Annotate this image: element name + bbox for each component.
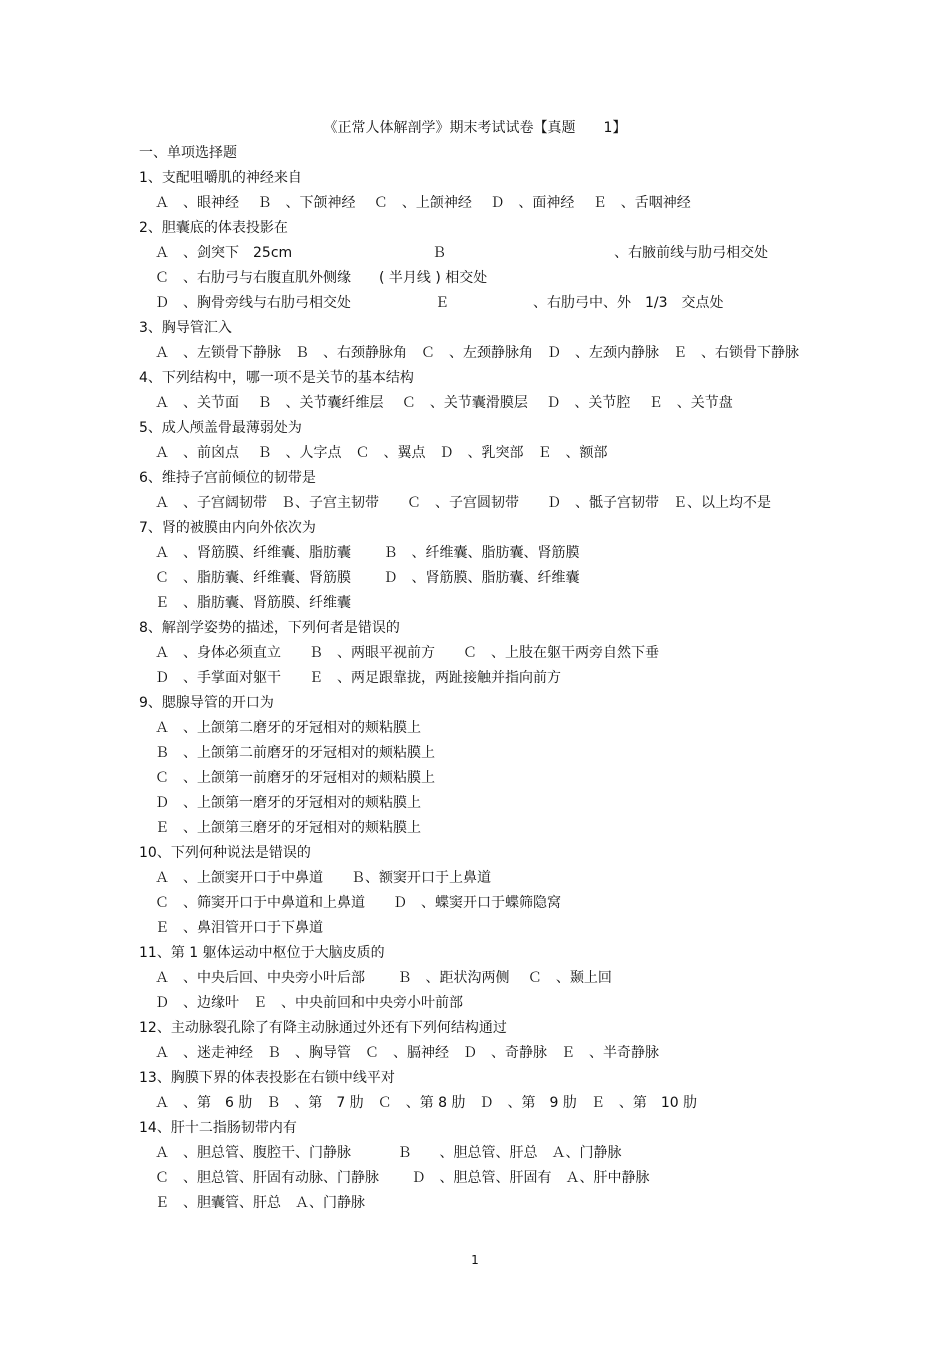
question-stem: 12、主动脉裂孔除了有降主动脉通过外还有下列何结构通过 <box>139 1020 507 1036</box>
answer-options: Ａ 、子宫阔韧带 Ｂ、子宫主韧带 Ｃ 、子宫圆韧带 Ｄ 、骶子宫韧带 Ｅ、以上均不是 <box>155 495 771 511</box>
answer-options: Ｃ 、右肋弓与右腹直肌外侧缘 ( 半月线 ) 相交处 <box>155 270 488 286</box>
answer-options: Ａ 、关节面 Ｂ 、关节囊纤维层 Ｃ 、关节囊滑膜层 Ｄ 、关节腔 Ｅ 、关节盘 <box>155 395 733 411</box>
answer-options: Ｄ 、边缘叶 Ｅ 、中央前回和中央旁小叶前部 <box>155 995 463 1011</box>
answer-options: Ａ 、迷走神经 Ｂ 、胸导管 Ｃ 、膈神经 Ｄ 、奇静脉 Ｅ 、半奇静脉 <box>155 1045 659 1061</box>
question-list <box>139 141 839 1216</box>
answer-options: Ａ 、第 6 肋 Ｂ 、第 7 肋 Ｃ 、第 8 肋 Ｄ 、第 9 肋 Ｅ 、第 10 肋 <box>155 1095 698 1111</box>
answer-options: Ｃ 、胆总管、肝固有动脉、门静脉 Ｄ 、胆总管、肝固有 Ａ、肝中静脉 <box>155 1170 650 1186</box>
question-stem: 2、胆囊底的体表投影在 <box>139 220 288 236</box>
question-stem: 13、胸膜下界的体表投影在右锁中线平对 <box>139 1070 395 1086</box>
page-number: 1 <box>471 1253 479 1267</box>
question-stem: 7、肾的被膜由内向外依次为 <box>139 520 316 536</box>
question-stem: 4、下列结构中，哪一项不是关节的基本结构 <box>139 370 414 386</box>
document-title: 《正常人体解剖学》期末考试试卷【真题 1】 <box>323 120 627 136</box>
answer-options: Ａ 、眼神经 Ｂ 、下颌神经 Ｃ 、上颌神经 Ｄ 、面神经 Ｅ 、舌咽神经 <box>155 195 691 211</box>
answer-options: Ｅ 、上颌第三磨牙的牙冠相对的颊粘膜上 <box>155 820 421 836</box>
question-stem: 9、腮腺导管的开口为 <box>139 695 274 711</box>
answer-options: Ａ 、左锁骨下静脉 Ｂ 、右颈静脉角 Ｃ 、左颈静脉角 Ｄ 、左颈内静脉 Ｅ 、右锁骨下静脉 <box>155 345 799 361</box>
answer-options: Ｄ 、胸骨旁线与右肋弓相交处 Ｅ 、右肋弓中、外 1/3 交点处 <box>155 295 724 311</box>
answer-options: Ｃ 、脂肪囊、纤维囊、肾筋膜 Ｄ 、肾筋膜、脂肪囊、纤维囊 <box>155 570 580 586</box>
question-stem: 1、支配咀嚼肌的神经来自 <box>139 170 302 186</box>
answer-options: Ｄ 、上颌第一磨牙的牙冠相对的颊粘膜上 <box>155 795 421 811</box>
answer-options: Ａ 、肾筋膜、纤维囊、脂肪囊 Ｂ 、纤维囊、脂肪囊、肾筋膜 <box>155 545 580 561</box>
question-stem: 3、胸导管汇入 <box>139 320 232 336</box>
answer-options: Ｅ 、鼻泪管开口于下鼻道 <box>155 920 323 936</box>
answer-options: Ｅ 、胆囊管、肝总 Ａ、门静脉 <box>155 1195 365 1211</box>
answer-options: Ａ 、中央后回、中央旁小叶后部 Ｂ 、距状沟两侧 Ｃ 、颞上回 <box>155 970 612 986</box>
answer-options: Ｄ 、手掌面对躯干 Ｅ 、两足跟靠拢，两趾接触并指向前方 <box>155 670 561 686</box>
answer-options: Ａ 、前囟点 Ｂ 、人字点 Ｃ 、翼点 Ｄ 、乳突部 Ｅ 、额部 <box>155 445 608 461</box>
question-stem: 5、成人颅盖骨最薄弱处为 <box>139 420 302 436</box>
answer-options: Ａ 、上颌第二磨牙的牙冠相对的颊粘膜上 <box>155 720 421 736</box>
question-stem: 8、解剖学姿势的描述，下列何者是错误的 <box>139 620 400 636</box>
answer-options: Ｅ 、脂肪囊、肾筋膜、纤维囊 <box>155 595 351 611</box>
answer-options: Ａ 、胆总管、腹腔干、门静脉 Ｂ 、胆总管、肝总 Ａ、门静脉 <box>155 1145 622 1161</box>
answer-options: Ａ 、上颌窦开口于中鼻道 Ｂ、额窦开口于上鼻道 <box>155 870 491 886</box>
answer-options: Ｃ 、上颌第一前磨牙的牙冠相对的颊粘膜上 <box>155 770 435 786</box>
answer-options: Ａ 、剑突下 25cm Ｂ 、右腋前线与肋弓相交处 <box>155 245 769 261</box>
section-heading: 一、单项选择题 <box>139 145 237 161</box>
question-stem: 14、肝十二指肠韧带内有 <box>139 1120 297 1136</box>
answer-options: Ｃ 、筛窦开口于中鼻道和上鼻道 Ｄ 、蝶窦开口于蝶筛隐窝 <box>155 895 561 911</box>
answer-options: Ａ 、身体必须直立 Ｂ 、两眼平视前方 Ｃ 、上肢在躯干两旁自然下垂 <box>155 645 659 661</box>
question-stem: 10、下列何种说法是错误的 <box>139 845 311 861</box>
question-stem: 11、第 1 躯体运动中枢位于大脑皮质的 <box>139 945 385 961</box>
answer-options: Ｂ 、上颌第二前磨牙的牙冠相对的颊粘膜上 <box>155 745 435 761</box>
question-stem: 6、维持子宫前倾位的韧带是 <box>139 470 316 486</box>
